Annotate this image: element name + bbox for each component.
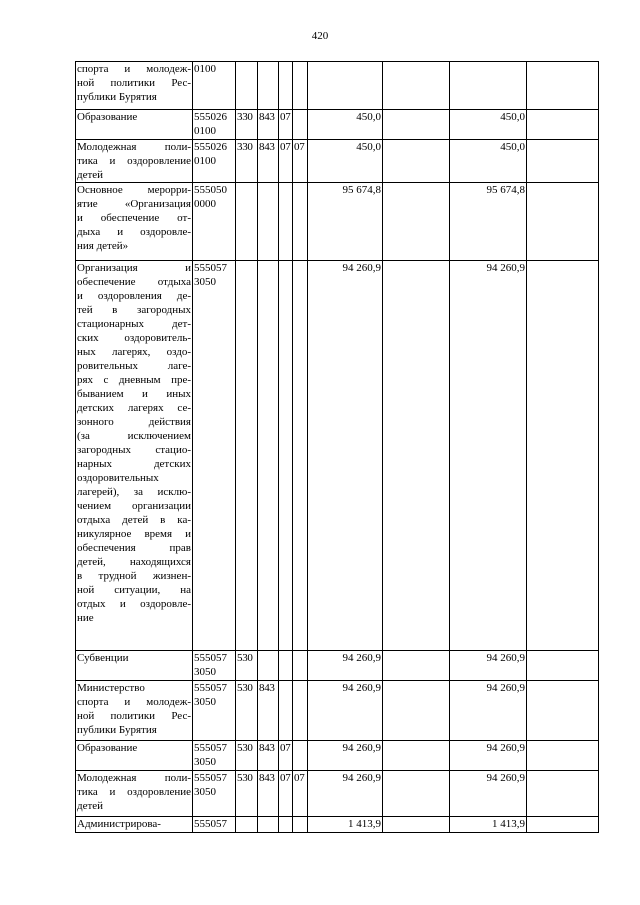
cell-amount-2 bbox=[383, 183, 450, 261]
cell-line: рях с дневным пре- bbox=[77, 374, 191, 386]
cell-line: детских лагерях се- bbox=[77, 402, 191, 414]
cell-expense-type: 530 bbox=[236, 741, 258, 771]
cell-section bbox=[279, 183, 293, 261]
cell-subsection bbox=[293, 261, 308, 651]
cell-name bbox=[76, 62, 193, 110]
cell-line: Основное мероpри- bbox=[77, 184, 191, 196]
cell-amount-1: 450,0 bbox=[308, 140, 383, 183]
cell-amount-1: 94 260,9 bbox=[308, 771, 383, 817]
cell-target-code bbox=[193, 771, 236, 817]
cell-amount-1: 94 260,9 bbox=[308, 651, 383, 681]
table-row bbox=[76, 681, 599, 741]
cell-name bbox=[76, 183, 193, 261]
cell-line: Образование bbox=[77, 111, 138, 123]
cell-ministry-code: 843 bbox=[258, 681, 279, 741]
cell-line: тика и оздоровление bbox=[77, 786, 191, 798]
cell-line: зонного действия bbox=[77, 416, 191, 428]
cell-name bbox=[76, 681, 193, 741]
cell-ministry-code: 843 bbox=[258, 741, 279, 771]
cell-line: детей bbox=[77, 169, 104, 181]
cell-line: ровительных лаге- bbox=[77, 360, 191, 372]
cell-line: и обеспечение от- bbox=[77, 212, 191, 224]
cell-line: стационарных дет- bbox=[77, 318, 191, 330]
cell-name bbox=[76, 140, 193, 183]
cell-line: 555057 bbox=[194, 262, 227, 274]
cell-line: обеспечения прав bbox=[77, 542, 191, 554]
cell-expense-type bbox=[236, 261, 258, 651]
cell-line: 555026 bbox=[194, 111, 227, 123]
cell-line: Министерство bbox=[77, 682, 145, 694]
cell-name bbox=[76, 771, 193, 817]
cell-amount-4 bbox=[527, 651, 599, 681]
cell-line: оздоровительных bbox=[77, 472, 159, 484]
cell-subsection bbox=[293, 741, 308, 771]
cell-ministry-code: 843 bbox=[258, 771, 279, 817]
cell-line: дыха и оздоровле- bbox=[77, 226, 191, 238]
cell-line: спорта и молодеж- bbox=[77, 696, 191, 708]
cell-target-code bbox=[193, 110, 236, 140]
cell-line: 0100 bbox=[194, 155, 216, 167]
cell-line: тика и оздоровление bbox=[77, 155, 191, 167]
table-row bbox=[76, 741, 599, 771]
cell-amount-4 bbox=[527, 741, 599, 771]
cell-section bbox=[279, 261, 293, 651]
cell-line: и оздоровления де- bbox=[77, 290, 191, 302]
cell-line: 0100 bbox=[194, 125, 216, 137]
cell-line: быванием и иных bbox=[77, 388, 191, 400]
cell-amount-1: 94 260,9 bbox=[308, 741, 383, 771]
cell-name bbox=[76, 261, 193, 651]
cell-line: детей bbox=[77, 800, 104, 812]
cell-expense-type bbox=[236, 62, 258, 110]
cell-subsection: 07 bbox=[293, 771, 308, 817]
table-row bbox=[76, 140, 599, 183]
cell-amount-3: 94 260,9 bbox=[450, 651, 527, 681]
cell-line: ной политики Рес- bbox=[77, 710, 191, 722]
cell-line: 3050 bbox=[194, 666, 216, 678]
cell-line: в трудной жизнен- bbox=[77, 570, 191, 582]
cell-section: 07 bbox=[279, 771, 293, 817]
cell-section bbox=[279, 651, 293, 681]
cell-line: отдыха детей в ка- bbox=[77, 514, 191, 526]
cell-name bbox=[76, 110, 193, 140]
cell-target-code bbox=[193, 183, 236, 261]
cell-section: 07 bbox=[279, 140, 293, 183]
cell-line: 0000 bbox=[194, 198, 216, 210]
cell-subsection bbox=[293, 651, 308, 681]
cell-expense-type bbox=[236, 183, 258, 261]
cell-amount-3: 95 674,8 bbox=[450, 183, 527, 261]
cell-subsection bbox=[293, 817, 308, 833]
cell-ministry-code bbox=[258, 183, 279, 261]
cell-amount-1 bbox=[308, 62, 383, 110]
cell-amount-3 bbox=[450, 62, 527, 110]
cell-amount-1: 94 260,9 bbox=[308, 681, 383, 741]
cell-amount-4 bbox=[527, 681, 599, 741]
cell-line: чением организации bbox=[77, 500, 191, 512]
cell-target-code bbox=[193, 261, 236, 651]
cell-amount-4 bbox=[527, 110, 599, 140]
cell-amount-4 bbox=[527, 771, 599, 817]
cell-line: 555026 bbox=[194, 141, 227, 153]
cell-line: (за исключением bbox=[77, 430, 191, 442]
cell-line: лагерей), за исклю- bbox=[77, 486, 191, 498]
cell-line: публики Бурятия bbox=[77, 91, 157, 103]
cell-line: 3050 bbox=[194, 786, 216, 798]
cell-line: загородных стацио- bbox=[77, 444, 191, 456]
cell-amount-1: 94 260,9 bbox=[308, 261, 383, 651]
cell-target-code bbox=[193, 741, 236, 771]
cell-expense-type: 330 bbox=[236, 140, 258, 183]
budget-table bbox=[75, 61, 599, 833]
cell-amount-4 bbox=[527, 62, 599, 110]
cell-line: Организация и bbox=[77, 262, 191, 274]
cell-line: 555057 bbox=[194, 682, 227, 694]
cell-amount-1: 95 674,8 bbox=[308, 183, 383, 261]
cell-section: 07 bbox=[279, 741, 293, 771]
cell-line: ских оздоровитель- bbox=[77, 332, 191, 344]
cell-ministry-code: 843 bbox=[258, 140, 279, 183]
cell-subsection bbox=[293, 183, 308, 261]
cell-line: 555050 bbox=[194, 184, 227, 196]
cell-amount-3: 1 413,9 bbox=[450, 817, 527, 833]
cell-target-code bbox=[193, 681, 236, 741]
cell-expense-type: 330 bbox=[236, 110, 258, 140]
cell-amount-1: 450,0 bbox=[308, 110, 383, 140]
cell-section bbox=[279, 62, 293, 110]
cell-line: тей в загородных bbox=[77, 304, 191, 316]
cell-line: 0100 bbox=[194, 63, 216, 75]
cell-line: 555057 bbox=[194, 772, 227, 784]
cell-line: никулярное время и bbox=[77, 528, 191, 540]
cell-line: обеспечение отдыха bbox=[77, 276, 191, 288]
cell-amount-3: 94 260,9 bbox=[450, 771, 527, 817]
cell-line: ных лагерях, оздо- bbox=[77, 346, 191, 358]
cell-line: 3050 bbox=[194, 756, 216, 768]
cell-subsection: 07 bbox=[293, 140, 308, 183]
cell-section bbox=[279, 817, 293, 833]
cell-amount-2 bbox=[383, 771, 450, 817]
cell-name bbox=[76, 651, 193, 681]
cell-line: спорта и молодеж- bbox=[77, 63, 191, 75]
cell-amount-4 bbox=[527, 140, 599, 183]
cell-amount-3: 94 260,9 bbox=[450, 741, 527, 771]
cell-expense-type bbox=[236, 817, 258, 833]
cell-amount-2 bbox=[383, 651, 450, 681]
cell-amount-2 bbox=[383, 817, 450, 833]
cell-amount-3: 450,0 bbox=[450, 140, 527, 183]
cell-ministry-code bbox=[258, 261, 279, 651]
cell-line: ной ситуации, на bbox=[77, 584, 191, 596]
cell-ministry-code bbox=[258, 651, 279, 681]
cell-line: Молодежная поли- bbox=[77, 141, 191, 153]
cell-amount-2 bbox=[383, 741, 450, 771]
cell-target-code bbox=[193, 140, 236, 183]
cell-amount-2 bbox=[383, 110, 450, 140]
cell-ministry-code: 843 bbox=[258, 110, 279, 140]
cell-amount-2 bbox=[383, 681, 450, 741]
cell-amount-2 bbox=[383, 261, 450, 651]
cell-ministry-code bbox=[258, 62, 279, 110]
cell-line: Образование bbox=[77, 742, 138, 754]
cell-line: 555057 bbox=[194, 742, 227, 754]
cell-line: детей, находящихся bbox=[77, 556, 191, 568]
cell-amount-2 bbox=[383, 62, 450, 110]
table-body bbox=[76, 62, 599, 833]
cell-line: ния детей» bbox=[77, 240, 129, 252]
cell-subsection bbox=[293, 110, 308, 140]
cell-line: отдых и оздоровле- bbox=[77, 598, 191, 610]
cell-amount-4 bbox=[527, 261, 599, 651]
cell-target-code bbox=[193, 817, 236, 833]
cell-line: 3050 bbox=[194, 276, 216, 288]
cell-line: ние bbox=[77, 612, 94, 624]
cell-line: 555057 bbox=[194, 652, 227, 664]
cell-section bbox=[279, 681, 293, 741]
table-row bbox=[76, 183, 599, 261]
cell-amount-3: 94 260,9 bbox=[450, 681, 527, 741]
table-row bbox=[76, 110, 599, 140]
table-row bbox=[76, 771, 599, 817]
cell-target-code bbox=[193, 651, 236, 681]
cell-amount-4 bbox=[527, 817, 599, 833]
cell-amount-4 bbox=[527, 183, 599, 261]
table-row bbox=[76, 651, 599, 681]
cell-subsection bbox=[293, 681, 308, 741]
cell-line: ятие «Организация bbox=[77, 198, 191, 210]
cell-ministry-code bbox=[258, 817, 279, 833]
cell-line: Молодежная поли- bbox=[77, 772, 191, 784]
cell-amount-3: 450,0 bbox=[450, 110, 527, 140]
table-row bbox=[76, 261, 599, 651]
cell-expense-type: 530 bbox=[236, 651, 258, 681]
cell-amount-3: 94 260,9 bbox=[450, 261, 527, 651]
cell-line: 3050 bbox=[194, 696, 216, 708]
cell-name bbox=[76, 817, 193, 833]
cell-section: 07 bbox=[279, 110, 293, 140]
table-row bbox=[76, 62, 599, 110]
cell-line: Администрирова- bbox=[77, 818, 161, 830]
page-number: 420 bbox=[311, 30, 329, 42]
cell-line: ной политики Рес- bbox=[77, 77, 191, 89]
cell-amount-2 bbox=[383, 140, 450, 183]
cell-line: публики Бурятия bbox=[77, 724, 157, 736]
cell-target-code bbox=[193, 62, 236, 110]
cell-expense-type: 530 bbox=[236, 681, 258, 741]
cell-line: Субвенции bbox=[77, 652, 129, 664]
cell-expense-type: 530 bbox=[236, 771, 258, 817]
cell-line: нарных детских bbox=[77, 458, 191, 470]
cell-amount-1: 1 413,9 bbox=[308, 817, 383, 833]
table-row bbox=[76, 817, 599, 833]
cell-subsection bbox=[293, 62, 308, 110]
cell-line: 555057 bbox=[194, 818, 227, 830]
cell-name bbox=[76, 741, 193, 771]
